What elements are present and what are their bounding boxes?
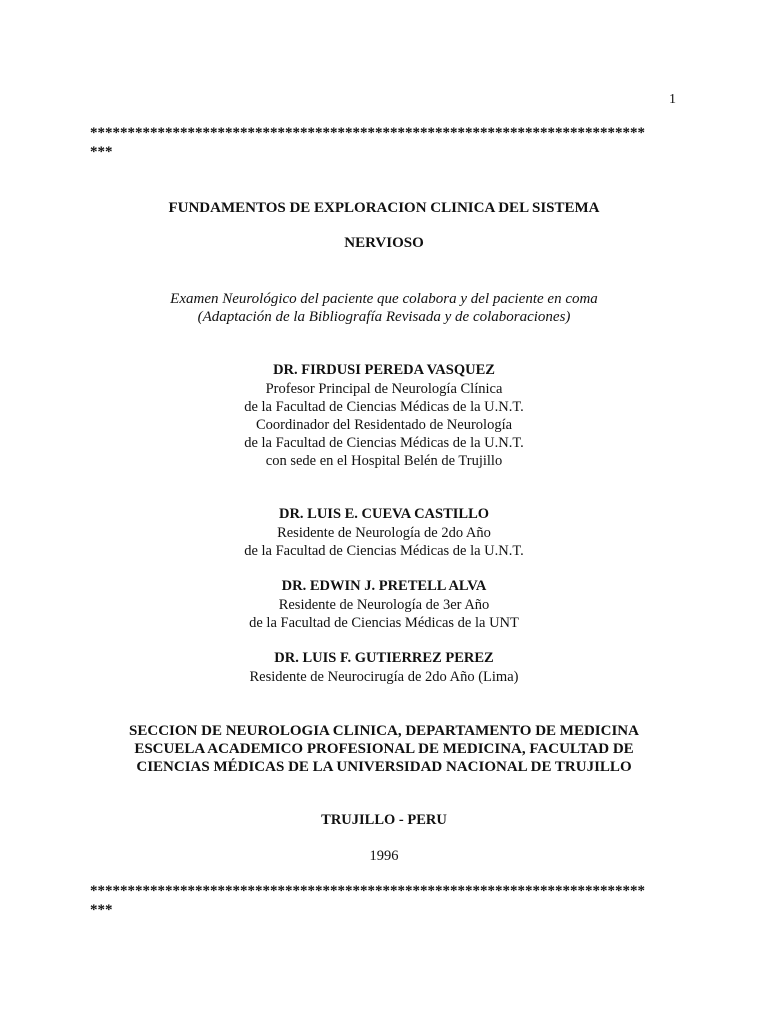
author-affiliation: Residente de Neurocirugía de 2do Año (Lima) [249,669,519,685]
author-affiliation: de la Facultad de Ciencias Médicas de la U.N.T. [244,543,524,559]
author-affiliation: de la Facultad de Ciencias Médicas de la UNT [249,615,519,631]
author-name: DR. EDWIN J. PRETELL ALVA [281,578,487,594]
place: TRUJILLO - PERU [321,812,447,828]
subtitle-line1: Examen Neurológico del paciente que colabora y del paciente en coma [170,291,598,307]
separator-top-line2: *** [90,144,113,160]
author-affiliation: Profesor Principal de Neurología Clínica [265,381,503,397]
author-affiliation: con sede en el Hospital Belén de Trujillo [265,453,503,469]
separator-bottom-line1: ************************************************************************** [90,883,645,899]
author-name: DR. LUIS E. CUEVA CASTILLO [278,506,490,522]
subtitle-line2: (Adaptación de la Bibliografía Revisada y de colaboraciones) [197,309,571,325]
author-affiliation: Residente de Neurología de 2do Año [277,525,491,541]
author-name: DR. FIRDUSI PEREDA VASQUEZ [273,362,495,378]
document-title-line1: FUNDAMENTOS DE EXPLORACION CLINICA DEL SISTEMA [168,200,600,216]
separator-bottom-line2: *** [90,902,113,918]
page-number: 1 [669,92,676,107]
author-name: DR. LUIS F. GUTIERREZ PEREZ [274,650,494,666]
author-affiliation: de la Facultad de Ciencias Médicas de la U.N.T. [244,435,524,451]
institution-line2: ESCUELA ACADEMICO PROFESIONAL DE MEDICINA, FACULTAD DE [134,741,634,757]
institution-line1: SECCION DE NEUROLOGIA CLINICA, DEPARTAMENTO DE MEDICINA [129,723,639,739]
year: 1996 [369,848,399,864]
author-affiliation: Residente de Neurología de 3er Año [278,597,490,613]
document-title-line2: NERVIOSO [344,235,424,251]
institution-line3: CIENCIAS MÉDICAS DE LA UNIVERSIDAD NACIONAL DE TRUJILLO [136,759,632,775]
author-affiliation: de la Facultad de Ciencias Médicas de la U.N.T. [244,399,524,415]
author-affiliation: Coordinador del Residentado de Neurología [255,417,513,433]
separator-top-line1: ************************************************************************** [90,125,645,141]
